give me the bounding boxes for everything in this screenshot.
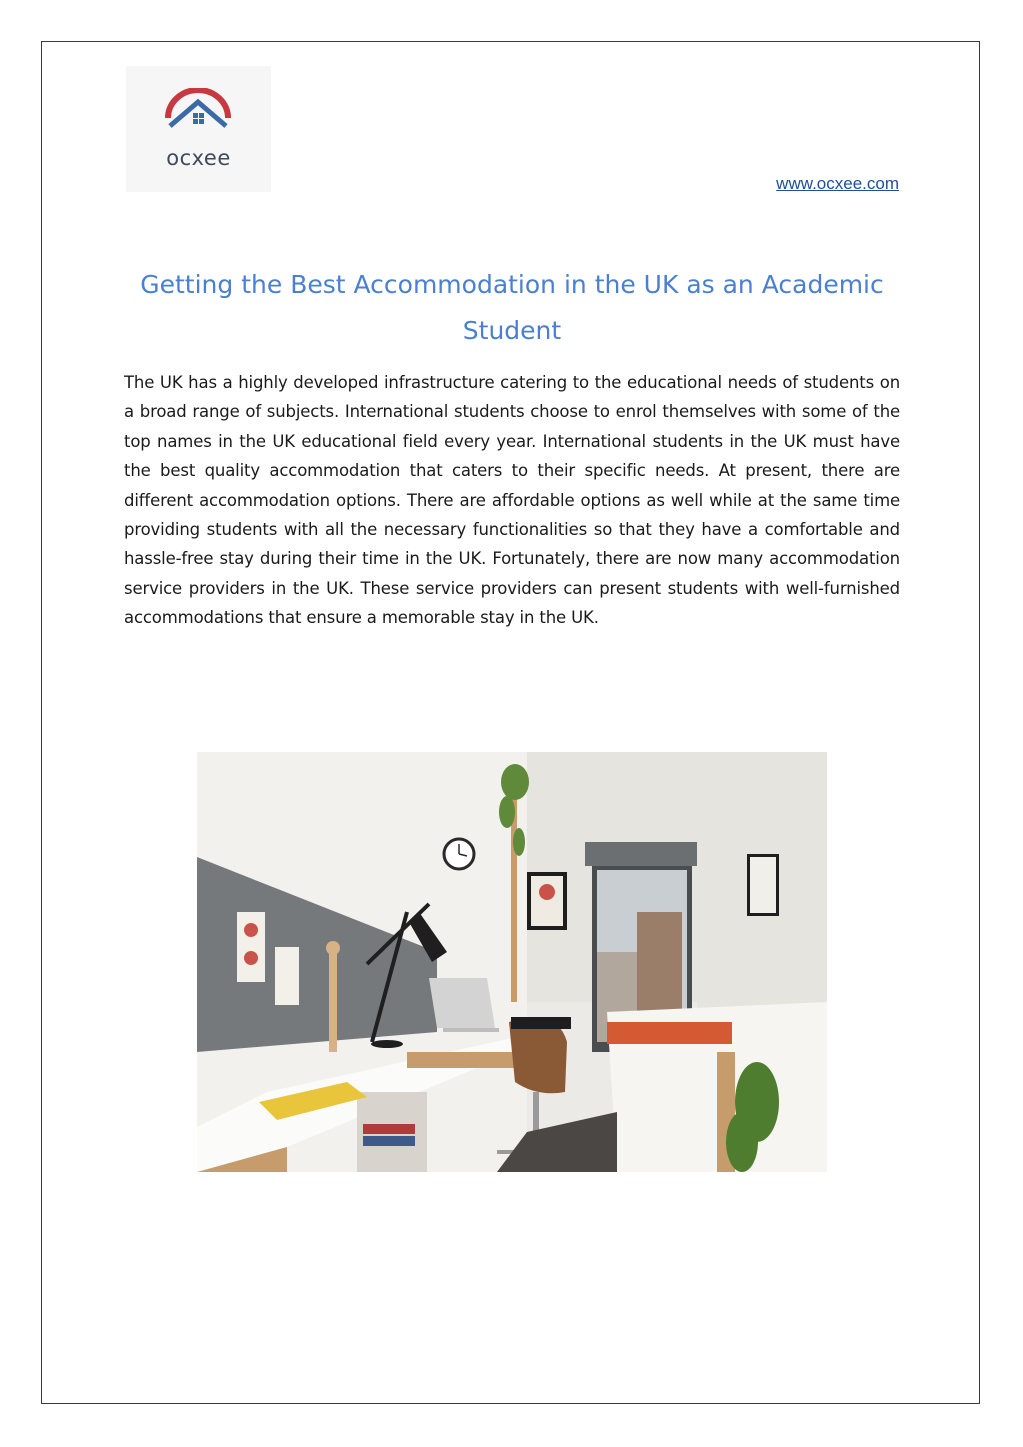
article-body: The UK has a highly developed infrastructure catering to the educational needs of students on a broad range of subjects. International students choose to enrol themselves with some of the top names in the UK educational field every year. International students in the UK must have the best quality accommodation that caters to their specific needs. At present, there are different accommodation options. There are affordable options as well while at the same time providing students with all the necessary functionalities so that they have a comfortable and hassle-free stay during their time in the UK. Fortunately, there are now many accommodation service providers in the UK. These service providers can present students with well-furnished accommodations that ensure a memorable stay in the UK. [124, 373, 900, 628]
article-title: Getting the Best Accommodation in the UK as an Academic Student [140, 270, 884, 345]
page-frame [41, 41, 980, 1404]
student-room-photo [197, 752, 827, 1172]
website-link[interactable]: www.ocxee.com [776, 174, 899, 193]
logo-text: ocxee [166, 146, 231, 170]
house-roof-logo-icon [162, 88, 234, 146]
ocxee-logo [126, 66, 271, 192]
